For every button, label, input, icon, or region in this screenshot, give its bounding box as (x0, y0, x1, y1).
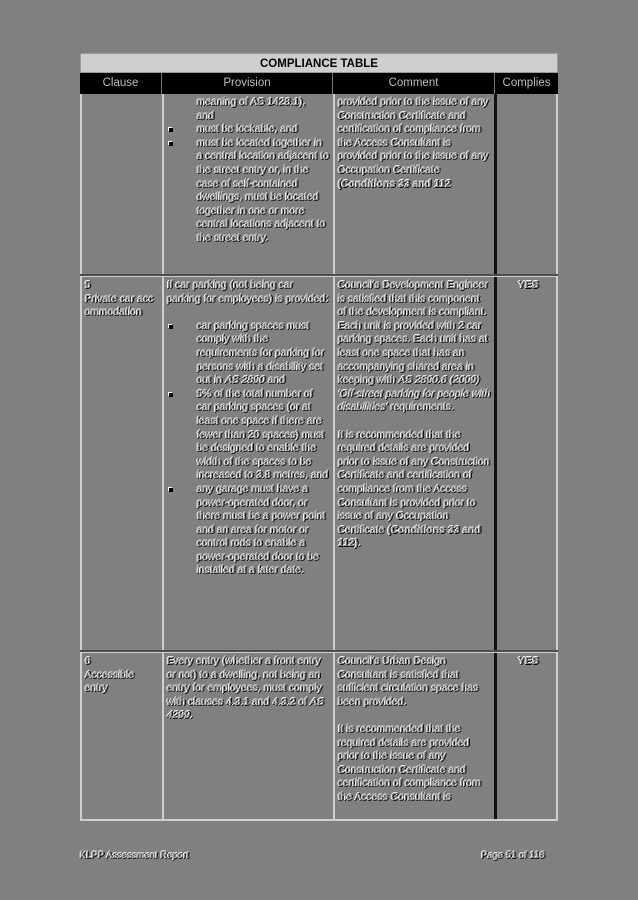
provision-intro: If car parking (not being car parking for employees) is provided: (167, 280, 329, 305)
comment-text: provided prior to the issue of any Construction Certificate and certification of compliance from the Access Consultant is provided prior to the issue of any Occupation Certificate (338, 97, 489, 176)
column-header-complies: Complies (502, 77, 551, 89)
provision-bullet: 5% of the total number of car parking spaces (or at least one space if there are fewer than 20 spaces) must be designed to enable the width of the spaces to be increased to 3.8 metres, and (167, 388, 330, 483)
clause-cell (82, 94, 164, 274)
clause-title: Private car accommodation (85, 293, 154, 319)
comment-cell (335, 653, 497, 819)
table-header-row (80, 73, 558, 94)
comment-paragraph: Council's Urban Design Consultant is satisfied that sufficient circulation space has been provided. (338, 656, 479, 708)
conditions-reference: (Conditions 33 and 112 (338, 178, 452, 190)
compliance-table (80, 53, 558, 821)
provision-bullet: any garage must have a power-operated door, or there must be a power point and an area for motor or control rods to enable a power-operated door to be installed at a later date. (167, 483, 330, 578)
clause-cell (82, 653, 164, 819)
provision-intro: Every entry (whether a front entry or not) to a dwelling, not being an entry for employees, must comply with clauses 4.3.1 and 4.3.2 of AS 4299. (167, 656, 325, 722)
conditions-reference: (Conditions 33 and 112) (338, 524, 482, 550)
complies-cell (497, 94, 560, 274)
provision-bullet-list (167, 320, 330, 578)
provision-bullet: car parking spaces must comply with the requirements for parking for persons with a disability set out in AS 2890 and (167, 320, 330, 388)
comment-paragraph: Council's Development Engineer is satisfied that this component of the development is compliant. Each unit is provided with 2 car parking spaces. Each unit has at least one space that has an accompanying shared area in keeping with AS 2890.6 (2009) 'Off-street parking for people with disabilities' requirements. (338, 280, 491, 414)
provision-bullet-list (167, 123, 330, 245)
table-row (80, 277, 558, 650)
column-header-clause: Clause (80, 73, 162, 94)
provision-bullet: must be lockable, and (167, 123, 330, 137)
provision-cell (164, 94, 335, 274)
table-title: COMPLIANCE TABLE (80, 53, 558, 73)
column-header-provision: Provision (162, 73, 333, 94)
provision-cell (164, 653, 335, 819)
complies-cell: YES (518, 280, 539, 291)
column-header-comment: Comment (333, 73, 495, 94)
complies-cell: YES (518, 656, 539, 667)
clause-number: 6 (85, 656, 91, 667)
provision-cell (164, 277, 335, 650)
provision-bullet: must be located together in a central location adjacent to the street entry or, in the case of self-contained dwellings, must be located together in one or more central locations adjacent to the street entry. (167, 137, 330, 246)
comment-cell (335, 277, 497, 650)
provision-continued-line: and (197, 110, 215, 122)
report-title: KLPP Assessment Report (80, 850, 190, 861)
provision-continued-line: meaning of AS 1428.1), (197, 97, 306, 108)
comment-paragraph: It is recommended that the required details are provided prior to issue of any Construction Certificate and certification of compliance from the Access Consultant is provided prior to issue of any Occupation Certificate (Conditions 33 and 112). (338, 429, 490, 550)
clause-cell (82, 277, 164, 650)
page-number: Page 51 of 116 (481, 850, 545, 861)
comment-cell (335, 94, 497, 274)
comment-paragraph: It is recommended that the required details are provided prior to the issue of any Construction Certificate and certification of compliance from the Access Consultant is (338, 723, 482, 803)
clause-number: 5 (85, 280, 91, 291)
clause-title: Accessible entry (85, 669, 135, 695)
table-row (80, 653, 558, 821)
table-row (80, 94, 558, 274)
